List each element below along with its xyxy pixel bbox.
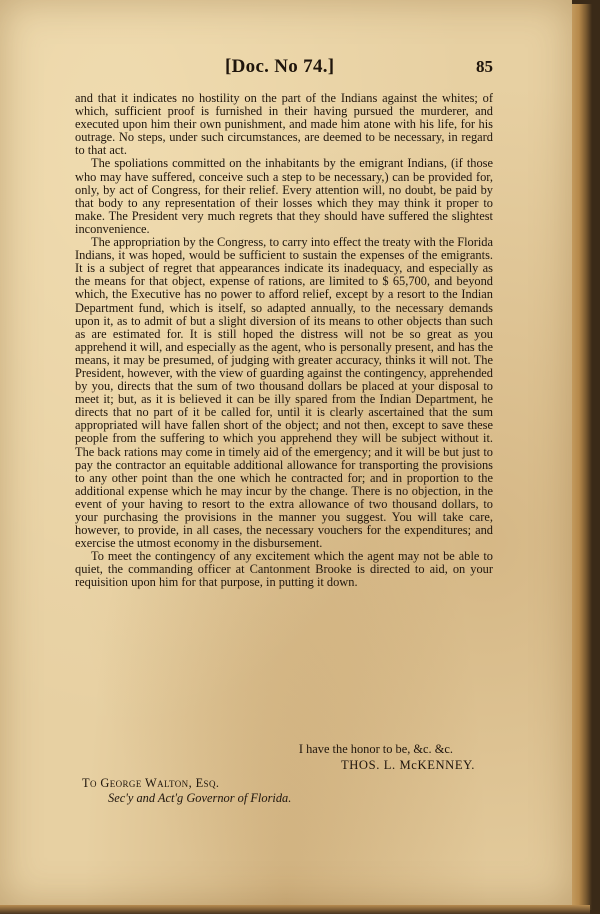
- addressee-name: To George Walton, Esq.: [82, 776, 220, 790]
- paragraph: The spoliations committed on the inhabitants by the emigrant Indians, (if those who may have suffered, conceive such a step to be necessary,) can be provided for, only, by act of Congress, for their relief. Every attention will, no doubt, be paid by that body to any representation of their losses which they may think it proper to make. The President very much regrets that they should have suffered the slightest inconvenience.: [75, 156, 493, 236]
- signature: THOS. L. McKENNEY.: [340, 758, 475, 772]
- paragraph: To meet the contingency of any excitement which the agent may not be able to quiet, the commanding officer at Cantonment Brooke is directed to aid, on your requisition upon him for that purpose, in putting it down.: [75, 549, 493, 590]
- page-edge-bottom: [0, 905, 590, 914]
- page-number: 85: [476, 57, 493, 76]
- letter-body: [75, 92, 493, 590]
- paragraph: and that it indicates no hostility on the part of the Indians against the whites; of which, sufficient proof is furnished in their having pursued the murderer, and executed upon him their own punishment, and made him atone with his life, for his outrage. No steps, under such circumstances, are deemed to be necessary, in regard to that act.: [75, 91, 493, 158]
- document-number: [Doc. No 74.]: [225, 56, 335, 77]
- page-header: [75, 56, 493, 78]
- letter-closing: [75, 742, 493, 772]
- addressee-title: Sec'y and Act'g Governor of Florida.: [108, 791, 292, 805]
- complimentary-close: I have the honor to be, &c. &c.: [298, 742, 453, 756]
- addressee-block: [82, 776, 291, 806]
- page-edge-right: [572, 4, 592, 910]
- paragraph: The appropriation by the Congress, to carry into effect the treaty with the Florida Indians, it was hoped, would be sufficient to sustain the expenses of the emigrants. It is a subject of regret that appearances indicate its inadequacy, and especially as the means for that object, expense of rations, are limited to $ 65,700, and beyond which, the Executive has no power to afford relief, except by a resort to the Indian Department fund, which is itself, so adapted annually, to the necessary demands upon it, as to admit of but a slight diversion of its means to other objects than such as are estimated for. It is still hoped the distress will not be so great as you apprehend it will, and especially as the agent, who is personally present, and has the means, it may be presumed, of judging with greater accuracy, thinks it will not. The President, however, with the view of guarding against the contingency, apprehended by you, directs that the sum of two thousand dollars be placed at your disposal to meet it; but, as it is believed it can be illy spared from the Indian Department, he directs that no part of it be called for, until it is clearly ascertained that the sum appropriated will have fallen short of the object; and not then, except to save these people from the suffering to which you apprehend they will be subject without it. The back rations may come in timely aid of the emergency; and it will be but just to pay the contractor an equitable additional allowance for transporting the provisions to any other point than the one which he contracted for; and in proportion to the additional expense which he may incur by the change. There is no objection, in the event of your having to resort to the extra allowance of two thousand dollars, to your purchasing the provisions in the manner you suggest. You will take care, however, to provide, in all cases, the necessary vouchers for the expenditures; and exercise the utmost economy in the disbursement.: [75, 235, 493, 551]
